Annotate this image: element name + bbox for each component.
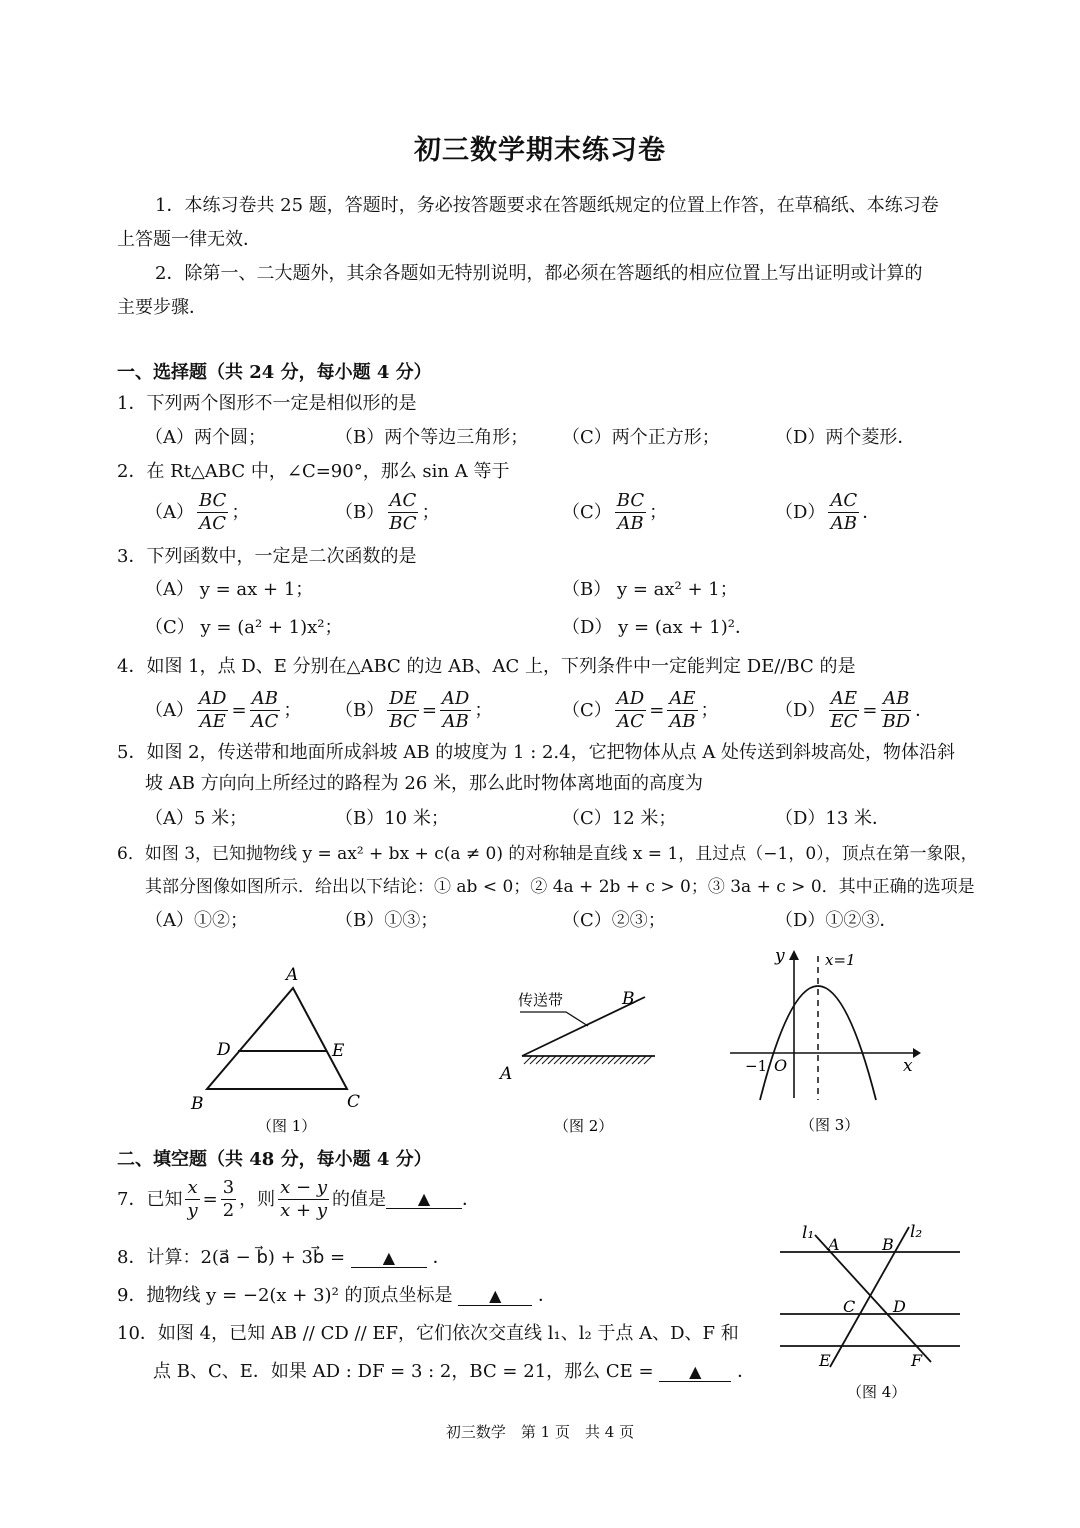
q10-line-1: 10．如图 4，已知 AB // CD // EF，它们依次交直线 l₁、l₂ 于点 A、D、F 和 bbox=[117, 1323, 739, 1344]
q2-d-den: AB bbox=[830, 513, 857, 534]
fig3-label-neg1: −1 bbox=[745, 1057, 768, 1075]
q4-d-den-2: BD bbox=[882, 711, 911, 732]
fig4-label-d: D bbox=[893, 1297, 906, 1316]
q1-option-c: （C）两个正方形； bbox=[562, 427, 720, 448]
fig3-label-axis: x=1 bbox=[825, 951, 856, 969]
q1-stem: 1．下列两个图形不一定是相似形的是 bbox=[117, 393, 417, 414]
q4-b-frac-2 bbox=[440, 688, 471, 733]
q8-pre: 8．计算：2(a⃗ − b⃗) + 3b⃗ = bbox=[117, 1247, 346, 1268]
q2-a-label: （A） bbox=[145, 501, 194, 523]
section-fill-heading: 二、填空题（共 48 分，每小题 4 分） bbox=[117, 1149, 432, 1170]
q2-option-c bbox=[562, 490, 667, 535]
q7-f1-den: y bbox=[187, 1200, 198, 1221]
q8-end: ． bbox=[432, 1247, 451, 1268]
q2-option-d bbox=[775, 490, 880, 535]
q10-answer-blank bbox=[659, 1363, 731, 1382]
q6-option-b: （B）①③； bbox=[335, 910, 439, 931]
triangle-abc bbox=[207, 988, 347, 1089]
q4-d-end: ． bbox=[915, 699, 934, 721]
q7-end: ． bbox=[462, 1188, 481, 1210]
q2-stem: 2．在 Rt△ABC 中，∠C=90°，那么 sin A 等于 bbox=[117, 461, 510, 482]
note-2-line-1: 2．除第一、二大题外，其余各题如无特别说明，都必须在答题纸的相应位置上写出证明或计算的 bbox=[155, 263, 923, 284]
figure-1-triangle bbox=[180, 955, 380, 1140]
q2-a-den: AC bbox=[199, 513, 227, 534]
q7-mid: ，则 bbox=[239, 1188, 276, 1210]
q7-frac-1 bbox=[185, 1177, 199, 1222]
q5-line-2: 坡 AB 方向向上所经过的路程为 26 米，那么此时物体离地面的高度为 bbox=[145, 773, 704, 794]
q8-answer-blank bbox=[351, 1249, 427, 1268]
q3-option-a: （A） y = ax + 1； bbox=[145, 579, 314, 600]
q4-d-frac-2 bbox=[880, 688, 912, 733]
q9-answer-blank bbox=[458, 1287, 532, 1306]
q4-d-den-1: EC bbox=[830, 711, 858, 732]
fig3-caption: （图 3） bbox=[800, 1116, 860, 1134]
q7-pre: 7．已知 bbox=[117, 1188, 183, 1210]
q7-eq: = bbox=[202, 1188, 218, 1210]
page-footer: 初三数学 第 1 页 共 4 页 bbox=[445, 1423, 635, 1441]
q9-blank-mark: ▲ bbox=[489, 1286, 502, 1305]
q4-b-den-1: BC bbox=[389, 711, 417, 732]
note-2-line-2: 主要步骤． bbox=[117, 297, 207, 318]
q4-a-num-2: AB bbox=[251, 688, 279, 709]
q4-a-end: ； bbox=[283, 699, 302, 721]
q4-d-num-2: AB bbox=[883, 688, 910, 709]
q7-post: 的值是 bbox=[332, 1188, 387, 1210]
q6-option-a: （A）①②； bbox=[145, 910, 248, 931]
fig1-label-c: C bbox=[347, 1092, 361, 1112]
fig1-label-d: D bbox=[217, 1040, 231, 1060]
q5-option-a: （A）5 米； bbox=[145, 808, 248, 829]
q4-a-frac-1 bbox=[197, 688, 228, 733]
page-title: 初三数学期末练习卷 bbox=[414, 135, 666, 166]
q2-option-a bbox=[145, 490, 249, 535]
fig4-caption: （图 4） bbox=[847, 1383, 907, 1401]
ground-hatching bbox=[524, 1056, 652, 1064]
q9-end: ． bbox=[537, 1285, 556, 1306]
q2-b-num: AC bbox=[389, 490, 417, 511]
fig2-label-b: B bbox=[622, 989, 635, 1009]
q1-option-d: （D）两个菱形． bbox=[775, 427, 916, 448]
fig3-label-y: y bbox=[775, 946, 785, 966]
q4-a-den-2: AC bbox=[251, 711, 279, 732]
q4-c-frac-2 bbox=[667, 688, 697, 733]
q4-option-b: （B） $\frac{DE}{BC}$ = $\frac{AD}{AB}$ ； bbox=[335, 688, 493, 732]
q4-option-d: （D） $\frac{AE}{EC}$ = $\frac{AB}{BD}$ ． bbox=[775, 688, 934, 732]
q2-a-num: BC bbox=[199, 490, 227, 511]
note-1-line-2: 上答题一律无效． bbox=[117, 229, 261, 250]
fig4-label-b: B bbox=[882, 1235, 894, 1254]
q2-c-fraction bbox=[615, 490, 646, 535]
q7-f1-num: x bbox=[187, 1177, 198, 1198]
q3-stem: 3．下列函数中，一定是二次函数的是 bbox=[117, 546, 417, 567]
q2-d-end: ． bbox=[862, 501, 881, 523]
y-axis-arrow bbox=[789, 950, 799, 960]
line-l1 bbox=[815, 1235, 931, 1362]
q7-blank-mark: ▲ bbox=[417, 1189, 431, 1208]
fig1-label-e: E bbox=[332, 1041, 345, 1061]
q4-d-label: （D） bbox=[775, 699, 826, 721]
q4-a-den-1: AE bbox=[199, 711, 226, 732]
q4-c-frac-1 bbox=[615, 688, 646, 733]
q6-option-d: （D）①②③． bbox=[775, 910, 898, 931]
q2-a-fraction bbox=[197, 490, 228, 535]
q6-line-1: 6．如图 3，已知抛物线 y = ax² + bx + c(a ≠ 0) 的对称轴是直线 x = 1，且过点（−1，0），顶点在第一象限， bbox=[117, 844, 978, 864]
q4-option-a: （A） $\frac{AD}{AE}$ = $\frac{AB}{AC}$ ； bbox=[145, 688, 302, 732]
q4-c-num-1: AD bbox=[616, 688, 645, 709]
q8-text bbox=[117, 1247, 451, 1269]
q2-d-fraction bbox=[828, 490, 859, 535]
q4-b-num-1: DE bbox=[389, 688, 417, 709]
x-axis-arrow bbox=[913, 1048, 921, 1058]
q4-c-den-2: AB bbox=[669, 711, 696, 732]
q2-c-label: （C） bbox=[562, 501, 612, 523]
fig1-caption: （图 1） bbox=[257, 1117, 317, 1135]
q4-d-num-1: AE bbox=[830, 688, 857, 709]
q4-c-end: ； bbox=[700, 699, 719, 721]
fig4-label-c: C bbox=[843, 1297, 856, 1316]
q4-c-label: （C） bbox=[562, 699, 612, 721]
fig4-label-f: F bbox=[911, 1351, 923, 1370]
belt-pointer-line bbox=[520, 1012, 588, 1026]
q9-text bbox=[117, 1285, 556, 1307]
fig4-label-a: A bbox=[828, 1235, 840, 1254]
q7-frac-2 bbox=[221, 1177, 236, 1222]
figure-3-parabola bbox=[725, 938, 925, 1140]
q4-b-den-2: AB bbox=[442, 711, 469, 732]
fig4-label-l2: l₂ bbox=[910, 1222, 923, 1242]
fig4-label-l1: l₁ bbox=[802, 1223, 815, 1243]
q4-a-frac-2 bbox=[250, 688, 281, 733]
q5-option-b: （B）10 米； bbox=[335, 808, 449, 829]
q5-line-1: 5．如图 2，传送带和地面所成斜坡 AB 的坡度为 1 : 2.4，它把物体从点 A 处传送到斜坡高处，物体沿斜 bbox=[117, 742, 956, 763]
q4-b-end: ； bbox=[474, 699, 493, 721]
q4-stem: 4．如图 1，点 D、E 分别在△ABC 的边 AB、AC 上，下列条件中一定能判定 DE//BC 的是 bbox=[117, 656, 856, 677]
q7-text bbox=[117, 1177, 480, 1222]
q7-f3-den: x + y bbox=[280, 1200, 328, 1221]
figure-2-conveyor bbox=[490, 980, 670, 1140]
q2-c-den: AB bbox=[617, 513, 644, 534]
q2-b-fraction bbox=[387, 490, 418, 535]
q4-d-frac-1 bbox=[828, 688, 859, 733]
fig3-label-x: x bbox=[903, 1056, 913, 1076]
note-1-line-1: 1．本练习卷共 25 题，答题时，务必按答题要求在答题纸规定的位置上作答，在草稿纸、本练习卷 bbox=[155, 195, 939, 216]
q3-option-d: （D） y = (ax + 1)²． bbox=[562, 617, 753, 638]
q4-option-c: （C） $\frac{AD}{AC}$ = $\frac{AE}{AB}$ ； bbox=[562, 688, 719, 732]
q4-c-num-2: AE bbox=[669, 688, 696, 709]
q5-option-c: （C）12 米； bbox=[562, 808, 677, 829]
fig4-label-e: E bbox=[819, 1351, 831, 1370]
q2-b-end: ； bbox=[421, 501, 440, 523]
figure-4-parallel-lines bbox=[775, 1215, 965, 1405]
q2-option-b bbox=[335, 490, 440, 535]
q1-option-b: （B）两个等边三角形； bbox=[335, 427, 529, 448]
q7-f2-num: 3 bbox=[222, 1177, 235, 1198]
q4-b-label: （B） bbox=[335, 699, 385, 721]
section-choice-heading: 一、选择题（共 24 分，每小题 4 分） bbox=[117, 362, 432, 383]
fig2-caption: （图 2） bbox=[554, 1117, 614, 1135]
fig2-belt-label: 传送带 bbox=[518, 991, 564, 1009]
q6-line-2: 其部分图像如图所示．给出以下结论：① ab < 0；② 4a + 2b + c > 0；③ 3a + c > 0．其中正确的选项是 bbox=[145, 877, 975, 897]
q10-blank-mark: ▲ bbox=[689, 1362, 702, 1381]
q1-option-a: （A）两个圆； bbox=[145, 427, 266, 448]
q7-f2-den: 2 bbox=[222, 1200, 235, 1221]
q10-end: ． bbox=[737, 1361, 756, 1382]
q2-c-num: BC bbox=[616, 490, 645, 511]
q7-answer-blank bbox=[386, 1190, 462, 1209]
q2-c-end: ； bbox=[649, 501, 668, 523]
fig1-label-b: B bbox=[191, 1094, 204, 1114]
q4-b-frac-1 bbox=[387, 688, 419, 733]
q4-b-num-2: AD bbox=[441, 688, 470, 709]
q4-a-num-1: AD bbox=[199, 688, 227, 709]
q4-a-label: （A） bbox=[145, 699, 194, 721]
q5-option-d: （D）13 米． bbox=[775, 808, 891, 829]
q10-line-2 bbox=[153, 1361, 755, 1383]
q8-blank-mark: ▲ bbox=[382, 1248, 396, 1267]
q2-d-label: （D） bbox=[775, 501, 826, 523]
q9-pre: 9．抛物线 y = −2(x + 3)² 的顶点坐标是 bbox=[117, 1285, 453, 1306]
q2-b-label: （B） bbox=[335, 501, 385, 523]
q7-f3-num: x − y bbox=[280, 1177, 328, 1198]
q2-d-num: AC bbox=[830, 490, 858, 511]
q2-b-den: BC bbox=[389, 513, 417, 534]
q6-option-c: （C）②③； bbox=[562, 910, 666, 931]
fig2-label-a: A bbox=[500, 1064, 513, 1084]
q4-c-den-1: AC bbox=[617, 711, 644, 732]
q2-a-end: ； bbox=[231, 501, 250, 523]
fig3-label-origin: O bbox=[774, 1056, 788, 1075]
q3-option-b: （B） y = ax² + 1； bbox=[562, 579, 738, 600]
q3-option-c: （C） y = (a² + 1)x²； bbox=[145, 617, 343, 638]
fig1-label-a: A bbox=[286, 965, 299, 985]
q7-frac-3 bbox=[278, 1177, 329, 1222]
q10-line-2-text: 点 B、C、E．如果 AD : DF = 3 : 2，BC = 21，那么 CE = bbox=[153, 1361, 654, 1382]
